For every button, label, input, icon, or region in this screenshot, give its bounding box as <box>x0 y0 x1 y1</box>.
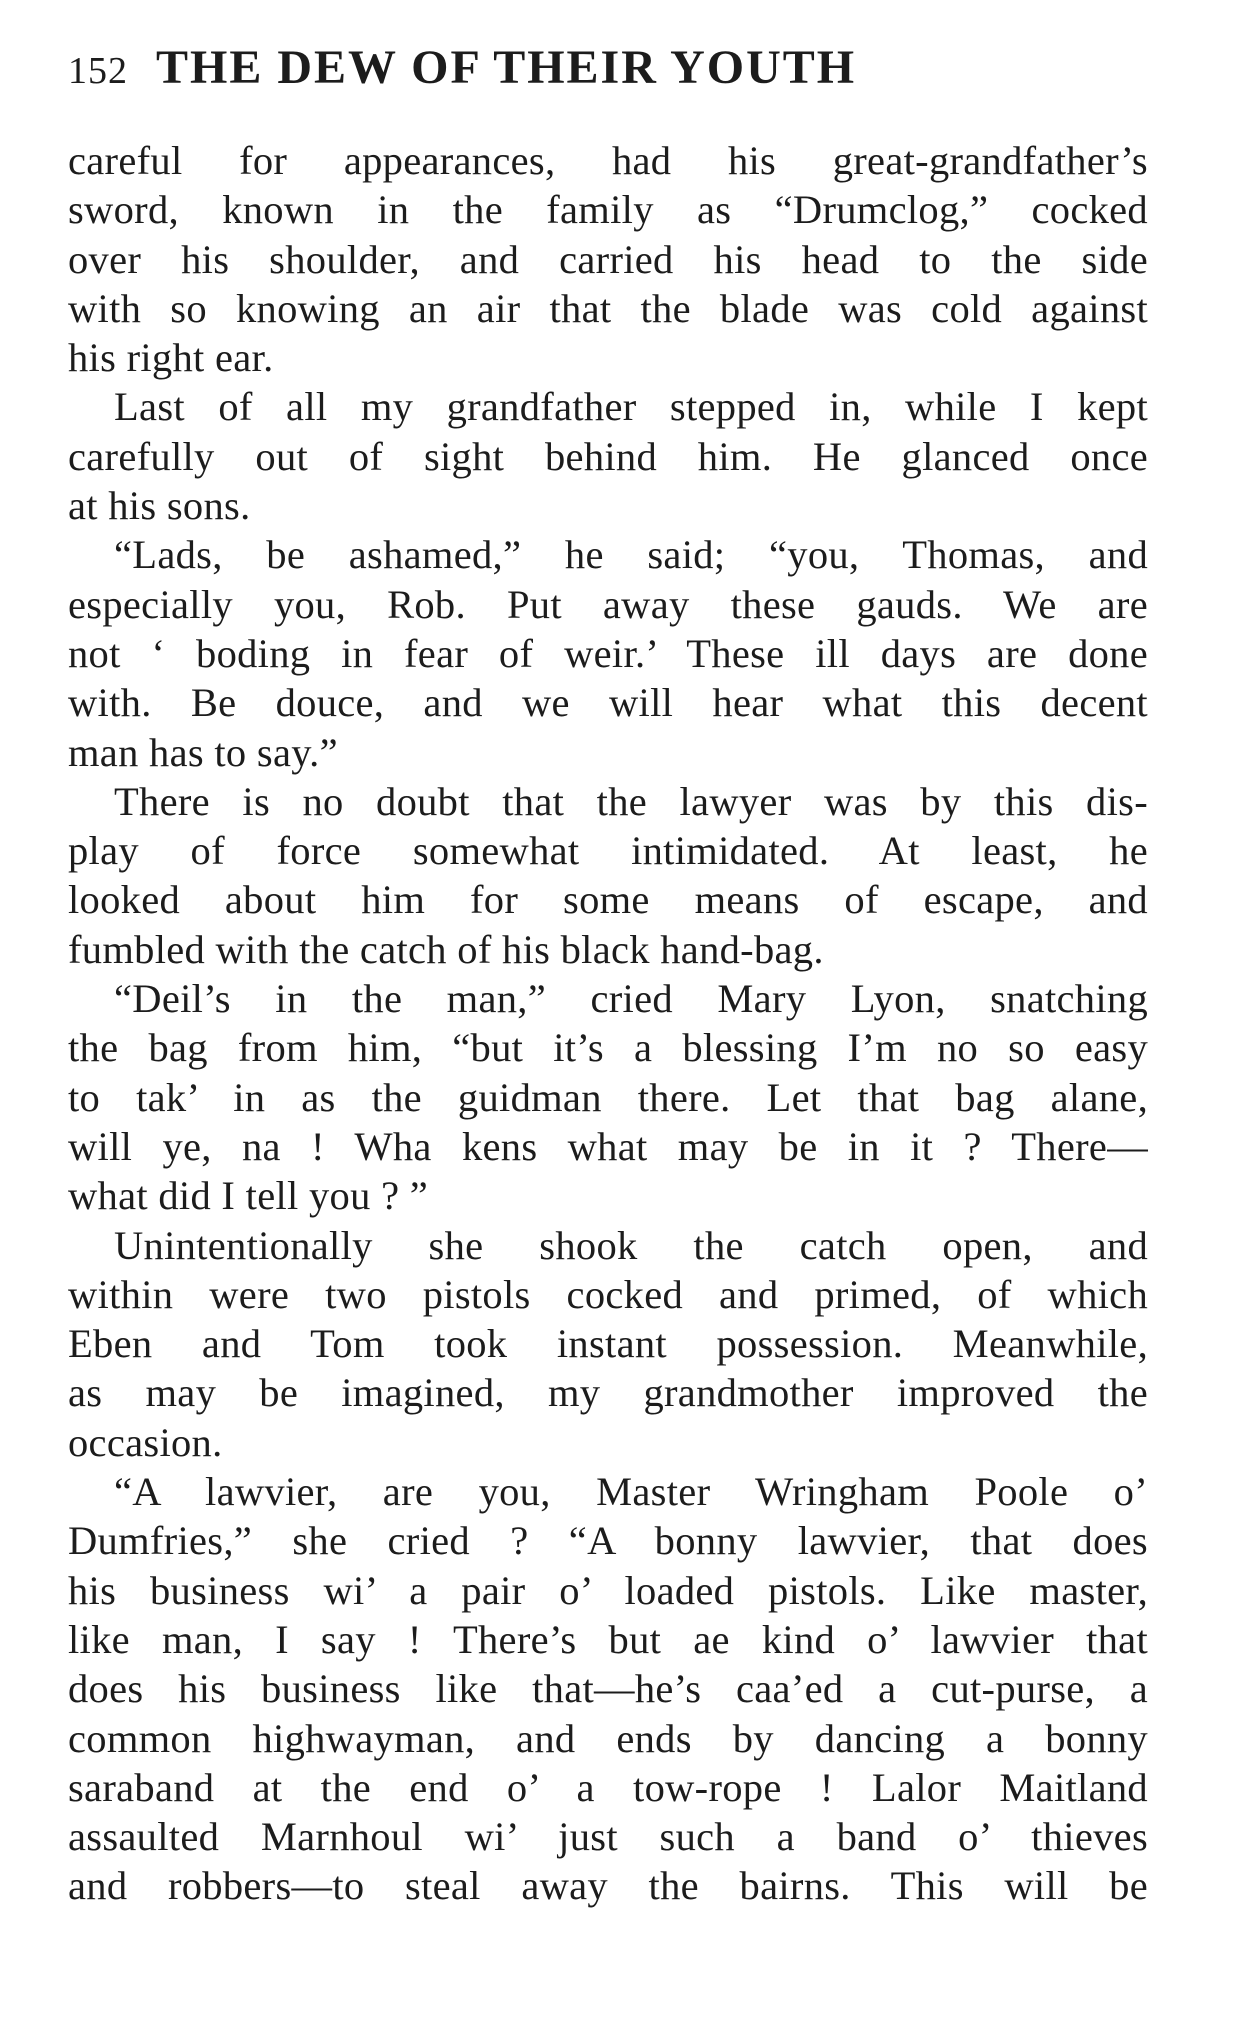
text-line: as may be imagined, my grandmother improved the <box>68 1370 1148 1416</box>
text-line: Dumfries,” she cried ? “A bonny lawvier, that does <box>68 1518 1148 1564</box>
text-line: man has to say.” <box>68 729 338 775</box>
text-line: careful for appearances, had his great-grandfather’s <box>68 138 1148 183</box>
text-line: saraband at the end o’ a tow-rope ! Lalor Maitland <box>68 1764 1148 1810</box>
text-line: play of force somewhat intimidated. At least, he <box>68 828 1148 874</box>
text-line: with. Be douce, and we will hear what this decent <box>68 680 1148 726</box>
text-line: assaulted Marnhoul wi’ just such a band o’ thieves <box>68 1814 1148 1860</box>
text-line: Unintentionally she shook the catch open, and <box>114 1222 1148 1268</box>
text-line: what did I tell you ? ” <box>68 1173 429 1219</box>
text-line: “A lawvier, are you, Master Wringham Poole o’ <box>114 1469 1148 1515</box>
text-line: “Deil’s in the man,” cried Mary Lyon, snatching <box>114 976 1148 1022</box>
running-head <box>68 40 856 100</box>
text-line: looked about him for some means of escape, and <box>68 877 1148 923</box>
text-line: does his business like that—he’s caa’ed a cut-purse, a <box>68 1666 1148 1712</box>
body-text <box>68 136 1148 1911</box>
text-line: like man, I say ! There’s but ae kind o’ lawvier that <box>68 1616 1148 1662</box>
text-line: not ‘ boding in fear of weir.’ These ill days are done <box>68 630 1148 676</box>
text-line: especially you, Rob. Put away these gauds. We are <box>68 581 1148 627</box>
text-line: fumbled with the catch of his black hand-bag. <box>68 926 824 972</box>
text-line: carefully out of sight behind him. He glanced once <box>68 433 1148 479</box>
text-line: Last of all my grandfather stepped in, while I kept <box>114 384 1148 430</box>
text-line: Eben and Tom took instant possession. Meanwhile, <box>68 1321 1148 1367</box>
text-line: There is no doubt that the lawyer was by this dis- <box>114 778 1148 824</box>
text-line: at his sons. <box>68 483 251 529</box>
text-line: to tak’ in as the guidman there. Let that bag alane, <box>68 1074 1148 1120</box>
text-line: “Lads, be ashamed,” he said; “you, Thomas, and <box>114 532 1148 578</box>
text-line: will ye, na ! Wha kens what may be in it ? There— <box>68 1123 1148 1169</box>
page-number: 152 <box>68 50 128 92</box>
text-line: the bag from him, “but it’s a blessing I’m no so easy <box>68 1025 1148 1071</box>
text-line: with so knowing an air that the blade was cold against <box>68 285 1148 331</box>
text-line: common highwayman, and ends by dancing a bonny <box>68 1715 1148 1761</box>
text-line: within were two pistols cocked and primed, of which <box>68 1271 1148 1317</box>
running-title: THE DEW OF THEIR YOUTH <box>156 41 857 94</box>
text-line: his business wi’ a pair o’ loaded pistols. Like master, <box>68 1567 1148 1613</box>
text-line: his right ear. <box>68 335 274 381</box>
text-line: occasion. <box>68 1419 223 1465</box>
text-line: and robbers—to steal away the bairns. This will be <box>68 1863 1148 1909</box>
text-line: sword, known in the family as “Drumclog,” cocked <box>68 187 1148 233</box>
text-line: over his shoulder, and carried his head to the side <box>68 236 1148 282</box>
